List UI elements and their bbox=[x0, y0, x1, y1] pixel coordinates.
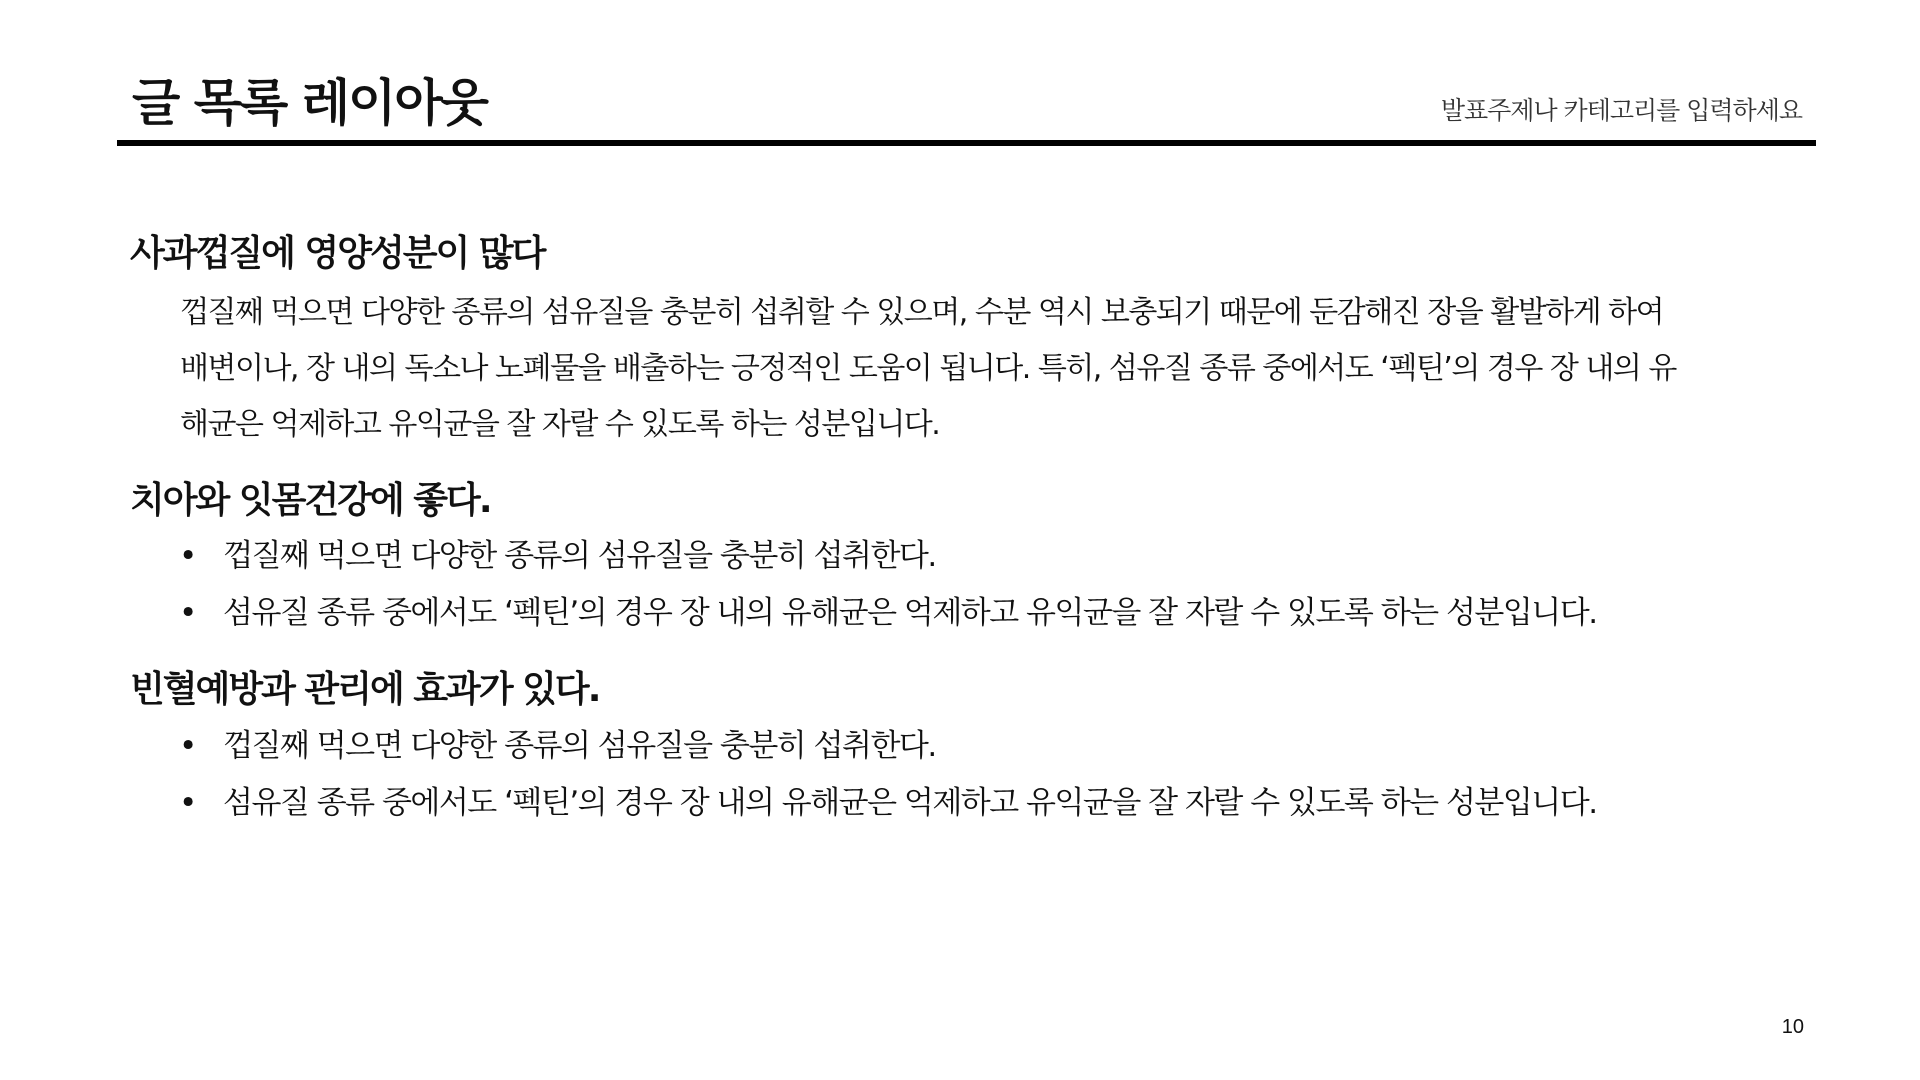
list-item bbox=[179, 585, 1693, 642]
bullet-list bbox=[130, 718, 1750, 832]
page-title: 글 목록 레이아웃 bbox=[132, 74, 487, 132]
list-item bbox=[179, 775, 1693, 832]
bullet-icon: • bbox=[179, 538, 196, 575]
slide-content bbox=[130, 232, 1750, 832]
bullet-icon: • bbox=[179, 595, 196, 632]
section-heading: 사과껍질에 영양성분이 많다 bbox=[130, 233, 545, 274]
section-paragraph: 껍질째 먹으면 다양한 종류의 섬유질을 충분히 섭취할 수 있으며, 수분 역시 보충되기 때문에 둔감해진 장을 활발하게 하여 배변이나, 장 내의 독소나 노폐물을 배출하는 긍정적인 도움이 됩니다. 특히, 섬유질 종류 중에서도 ‘펙틴’의 경우 장 내의 유해균은 억제하고 유익균을 잘 자랄 수 있도록 하는 성분입니다. bbox=[180, 295, 1676, 443]
section-heading: 치아와 잇몸건강에 좋다. bbox=[130, 480, 491, 522]
page-number: 10 bbox=[1781, 1016, 1804, 1038]
slide-header bbox=[117, 66, 1816, 146]
section-apple-peel-nutrition bbox=[130, 232, 1750, 453]
list-item bbox=[179, 528, 1693, 585]
bullet-list bbox=[130, 528, 1750, 642]
list-item-text: 섬유질 종류 중에서도 ‘펙틴’의 경우 장 내의 유해균은 억제하고 유익균을 잘 자랄 수 있도록 하는 성분입니다. bbox=[223, 784, 1597, 821]
bullet-icon: • bbox=[179, 727, 196, 764]
section-anemia-prevention bbox=[130, 668, 1750, 831]
list-item-text: 껍질째 먹으면 다양한 종류의 섬유질을 충분히 섭취한다. bbox=[223, 727, 936, 764]
section-heading: 빈혈예방과 관리에 효과가 있다. bbox=[130, 669, 600, 711]
list-item-text: 섬유질 종류 중에서도 ‘펙틴’의 경우 장 내의 유해균은 억제하고 유익균을 잘 자랄 수 있도록 하는 성분입니다. bbox=[223, 595, 1597, 632]
section-dental-health bbox=[130, 479, 1750, 642]
category-subtitle: 발표주제나 카테고리를 입력하세요 bbox=[1440, 96, 1802, 125]
bullet-icon: • bbox=[179, 784, 196, 821]
list-item bbox=[179, 718, 1693, 775]
list-item-text: 껍질째 먹으면 다양한 종류의 섬유질을 충분히 섭취한다. bbox=[223, 538, 936, 575]
